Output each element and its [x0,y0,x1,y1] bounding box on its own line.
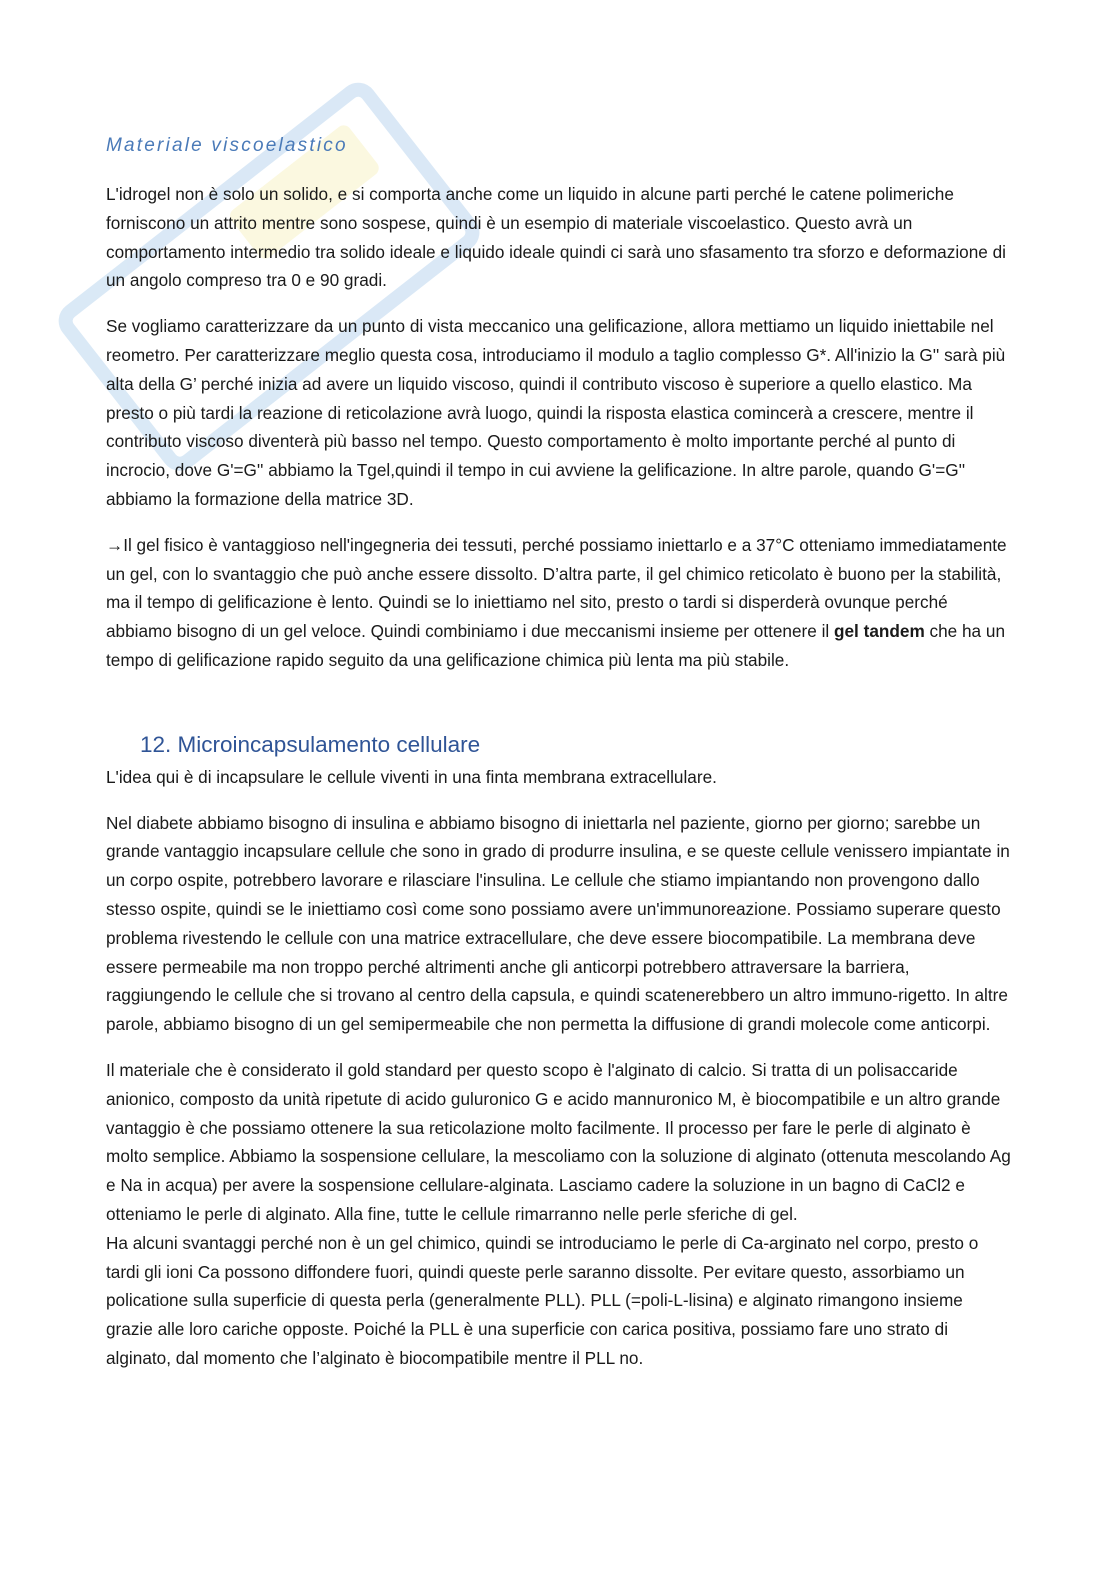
paragraph-gel-tandem [106,531,1011,675]
subheading-materiale-viscoelastico: Materiale viscoelastico [106,135,348,156]
paragraph-svantaggi: Ha alcuni svantaggi perché non è un gel chimico, quindi se introduciamo le perle di Ca-arginato nel corpo, presto o tardi gli ioni Ca possono diffondere fuori, quindi queste perle saranno dissolte. Per evitare questo, assorbiamo un policatione sulla superficie di questa perla (generalmente PLL). PLL (=poli-L-lisina) e alginato rimangono insieme grazie alle loro cariche opposte. Poiché la PLL è una superficie con carica positiva, possiamo fare uno strato di alginato, dal momento che l’alginato è biocompatibile mentre il PLL no. [106,1232,979,1368]
paragraph-gelificazione: Se vogliamo caratterizzare da un punto di vista meccanico una gelificazione, allora mettiamo un liquido iniettabile nel reometro. Per caratterizzare meglio questa cosa, introduciamo il modulo a taglio complesso G*. All'inizio la G'' sarà più alta della G’ perché inizia ad avere un liquido viscoso, quindi il contributo viscoso è superiore a quello elastico. Ma presto o più tardi la reazione di reticolazione avrà luogo, quindi la risposta elastica comincerà a crescere, mentre il contributo viscoso diventerà più basso nel tempo. Questo comportamento è molto importante perché al punto di incrocio, dove G'=G'' abbiamo la Tgel,quindi il tempo in cui avviene la gelificazione. In altre parole, quando G'=G'' abbiamo la formazione della matrice 3D. [106,316,1006,509]
paragraph-alginato: Il materiale che è considerato il gold standard per questo scopo è l'alginato di calcio. Si tratta di un polisaccaride anionico, composto da unità ripetute di acido guluronico G e acido mannuronico M, è biocompatibile e un altro grande vantaggio è che possiamo ottenere la sua reticolazione molto facilmente. Il processo per fare le perle di alginato è molto semplice. Abbiamo la sospensione cellulare, la mescoliamo con la soluzione di alginato (ottenuta mescolando Ag e Na in acqua) per avere la sospensione cellulare-alginata. Lasciamo cadere la soluzione in un bagno di CaCl2 e otteniamo le perle di alginato. Alla fine, tutte le cellule rimarranno nelle perle sferiche di gel. [106,1059,1011,1224]
paragraph-diabete: Nel diabete abbiamo bisogno di insulina e abbiamo bisogno di iniettarla nel paziente, giorno per giorno; sarebbe un grande vantaggio incapsulare cellule che sono in grado di produrre insulina, e se queste cellule venissero impiantate in un corpo ospite, potrebbero lavorare e rilasciare l'insulina. Le cellule che stiamo impiantando non provengono dallo stesso ospite, quindi se le iniettiamo così come sono possiamo avere un'immunoreazione. Possiamo superare questo problema rivestendo le cellule con una matrice extracellulare, che deve essere biocompatibile. La membrana deve essere permeabile ma non troppo perché altrimenti anche gli anticorpi potrebbero attraversare la barriera, raggiungendo le cellule che si trovano al centro della capsula, e quindi scatenerebbero un altro immuno-rigetto. In altre parole, abbiamo bisogno di un gel semipermeabile che non permetta la diffusione di grandi molecole come anticorpi. [106,812,1010,1035]
document-page [106,132,1011,1390]
arrow-icon: → [106,534,124,555]
section-title-microincapsulamento: 12. Microincapsulamento cellulare [140,731,481,757]
paragraph-idrogel: L'idrogel non è solo un solido, e si comporta anche come un liquido in alcune parti perché le catene polimeriche forniscono un attrito mentre sono sospese, quindi è un esempio di materiale viscoelastico. Questo avrà un comportamento intermedio tra solido ideale e liquido ideale quindi ci sarà uno sfasamento tra sforzo e deformazione di un angolo compreso tra 0 e 90 gradi. [106,184,1006,291]
paragraph-gel-tandem-text-1: Il gel fisico è vantaggioso nell'ingegneria dei tessuti, perché possiamo iniettarlo e a 37°C otteniamo immediatamente un gel, con lo svantaggio che può anche essere dissolto. D’altra parte, il gel chimico reticolato è buono per la stabilità, ma il tempo di gelificazione è lento. Quindi se lo iniettiamo nel sito, presto o tardi si disperderà ovunque perché abbiamo bisogno di un gel veloce. Quindi combiniamo i due meccanismi insieme per ottenere il [106,534,1007,642]
paragraph-gel-tandem-text-2: che ha un tempo di gelificazione rapido seguito da una gelificazione chimica più lenta ma più stabile. [106,621,1006,670]
bold-gel-tandem: gel tandem [834,621,925,642]
paragraph-idea: L'idea qui è di incapsulare le cellule viventi in una finta membrana extracellulare. [106,766,717,787]
